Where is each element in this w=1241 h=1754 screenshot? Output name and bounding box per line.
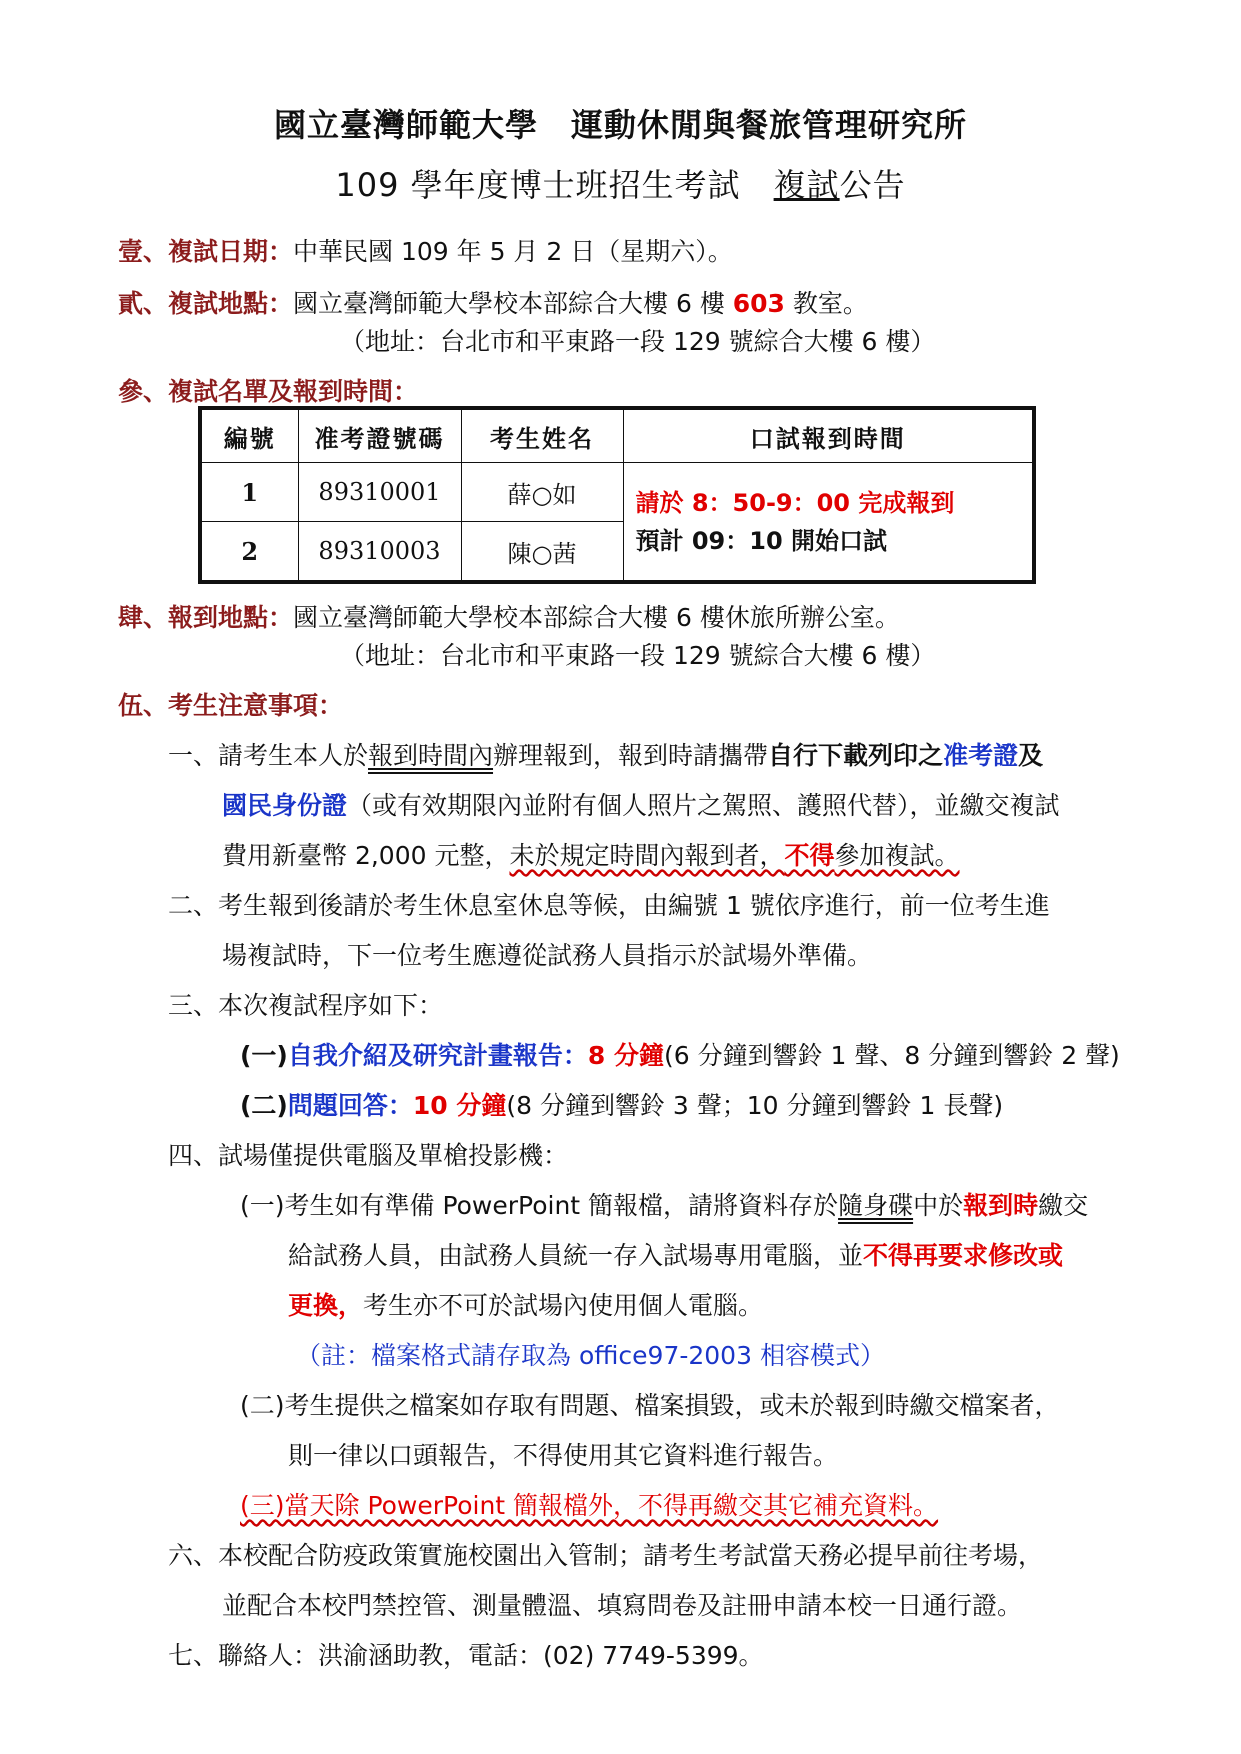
section-checkin-location xyxy=(118,598,900,634)
note-red: 報到時 xyxy=(963,1191,1039,1220)
cell-number: 1 xyxy=(200,463,298,522)
location-address: （地址：台北市和平東路一段 129 號綜合大樓 6 樓） xyxy=(340,327,936,356)
note-text: 中於 xyxy=(913,1191,964,1220)
note-blue: 國民身份證 xyxy=(222,791,348,820)
note-1-line3 xyxy=(222,836,960,872)
note-red: 更換， xyxy=(288,1291,364,1320)
cell-name: 薛○如 xyxy=(461,463,623,522)
cell-name: 陳○茜 xyxy=(461,522,623,583)
cell-number: 2 xyxy=(200,522,298,583)
checkin-location-text: 國立臺灣師範大學校本部綜合大樓 6 樓休旅所辦公室。 xyxy=(293,603,900,632)
section-label: 壹、複試日期： xyxy=(118,237,294,266)
location-text: 國立臺灣師範大學校本部綜合大樓 6 樓 xyxy=(293,289,733,318)
note-red: 10 分鐘 xyxy=(412,1091,507,1120)
note-blue: 准考證 xyxy=(943,741,1019,770)
section-label: 參、複試名單及報到時間： xyxy=(118,377,419,406)
subtitle-pre: 109 學年度博士班招生考試 xyxy=(335,166,774,204)
location-text-end: 教室。 xyxy=(784,289,868,318)
col-header-ticket: 准考證號碼 xyxy=(298,408,461,463)
section-candidate-list xyxy=(118,372,418,408)
note-3-item1 xyxy=(240,1036,1120,1072)
note-text: (一)考生如有準備 PowerPoint 簡報檔，請將資料存於 xyxy=(240,1191,839,1220)
note-4-item1-line1 xyxy=(240,1186,1088,1222)
table-row xyxy=(200,463,1034,522)
section-exam-location xyxy=(118,284,868,320)
note-underlined: 報到時間內 xyxy=(368,741,494,770)
section-label: 肆、報到地點： xyxy=(118,603,294,632)
section-exam-date xyxy=(118,232,733,268)
checkin-address: （地址：台北市和平東路一段 129 號綜合大樓 6 樓） xyxy=(340,641,936,670)
note-4-item1-line2 xyxy=(288,1236,1063,1272)
note-1-line1 xyxy=(168,736,1043,772)
note-wavy: 參加複試。 xyxy=(834,841,960,870)
note-text: (8 分鐘到響鈴 3 聲；10 分鐘到響鈴 1 長聲) xyxy=(506,1091,1004,1120)
note-4-item3: (三)當天除 PowerPoint 簡報檔外，不得再繳交其它補充資料。 xyxy=(240,1491,939,1520)
note-wavy: 未於規定時間內報到者， xyxy=(509,841,785,870)
note-red: 8 分鐘 xyxy=(587,1041,664,1070)
note-4: 四、試場僅提供電腦及單槍投影機： xyxy=(168,1141,569,1170)
note-red: 不得再要求修改或 xyxy=(863,1241,1064,1270)
col-header-number: 編號 xyxy=(200,408,298,463)
subtitle-underlined: 複試 xyxy=(773,166,840,204)
note-text: (一) xyxy=(240,1041,288,1070)
note-blue: 問題回答： xyxy=(287,1091,413,1120)
exam-date-text: 中華民國 109 年 5 月 2 日（星期六）。 xyxy=(293,237,733,266)
note-text: 費用新臺幣 2,000 元整， xyxy=(222,841,510,870)
cell-ticket: 89310001 xyxy=(298,463,461,522)
note-underlined: 隨身碟 xyxy=(838,1191,914,1220)
note-text: 一、請考生本人於 xyxy=(168,741,369,770)
col-header-name: 考生姓名 xyxy=(461,408,623,463)
checkin-time-line1: 請於 8：50-9：00 完成報到 xyxy=(635,488,955,517)
note-3-item2 xyxy=(240,1086,1003,1122)
col-header-time: 口試報到時間 xyxy=(623,408,1034,463)
note-text: 考生亦不可於試場內使用個人電腦。 xyxy=(363,1291,764,1320)
note-3: 三、本次複試程序如下： xyxy=(168,991,444,1020)
note-text: 及 xyxy=(1018,741,1044,770)
note-text: 辦理報到，報到時請攜帶 xyxy=(493,741,769,770)
note-text: (6 分鐘到響鈴 1 聲、8 分鐘到響鈴 2 聲) xyxy=(663,1041,1120,1070)
room-number: 603 xyxy=(732,289,785,318)
subtitle-post: 公告 xyxy=(839,166,906,204)
cell-ticket: 89310003 xyxy=(298,522,461,583)
note-bold: 自行下載列印之 xyxy=(768,741,944,770)
note-4-item1-line3 xyxy=(288,1286,763,1322)
page-subtitle xyxy=(0,160,1241,206)
table-header-row xyxy=(200,408,1034,463)
note-4-item2-line2: 則一律以口頭報告，不得使用其它資料進行報告。 xyxy=(288,1441,839,1470)
note-text: 給試務人員，由試務人員統一存入試場專用電腦，並 xyxy=(288,1241,864,1270)
note-6-line1: 六、本校配合防疫政策實施校園出入管制；請考生考試當天務必提早前往考場， xyxy=(168,1541,1044,1570)
page-title: 國立臺灣師範大學 運動休閒與餐旅管理研究所 xyxy=(273,106,967,144)
checkin-time-line2: 預計 09：10 開始口試 xyxy=(635,526,888,555)
note-2-line1: 二、考生報到後請於考生休息室休息等候，由編號 1 號依序進行，前一位考生進 xyxy=(168,891,1050,920)
note-6-line2: 並配合本校門禁控管、測量體溫、填寫問卷及註冊申請本校一日通行證。 xyxy=(222,1591,1023,1620)
note-4-item2-line1: (二)考生提供之檔案如存取有問題、檔案損毀，或未於報到時繳交檔案者， xyxy=(240,1391,1060,1420)
section-notes xyxy=(118,686,343,722)
note-text: （或有效期限內並附有個人照片之駕照、護照代替），並繳交複試 xyxy=(347,791,1060,820)
note-2-line2: 場複試時，下一位考生應遵從試務人員指示於試場外準備。 xyxy=(222,941,873,970)
note-1-line2 xyxy=(222,786,1060,822)
note-blue: 自我介紹及研究計畫報告： xyxy=(287,1041,588,1070)
note-red: 不得 xyxy=(784,841,835,870)
cell-checkin-time xyxy=(623,463,1034,583)
section-label: 貳、複試地點： xyxy=(118,289,294,318)
candidate-table xyxy=(198,406,1036,584)
note-text: (二) xyxy=(240,1091,288,1120)
note-7-contact: 七、聯絡人：洪渝涵助教，電話：(02) 7749-5399。 xyxy=(168,1641,764,1670)
file-format-note: （註：檔案格式請存取為 office97-2003 相容模式） xyxy=(296,1341,885,1370)
section-label: 伍、考生注意事項： xyxy=(118,691,344,720)
note-text: 繳交 xyxy=(1038,1191,1089,1220)
